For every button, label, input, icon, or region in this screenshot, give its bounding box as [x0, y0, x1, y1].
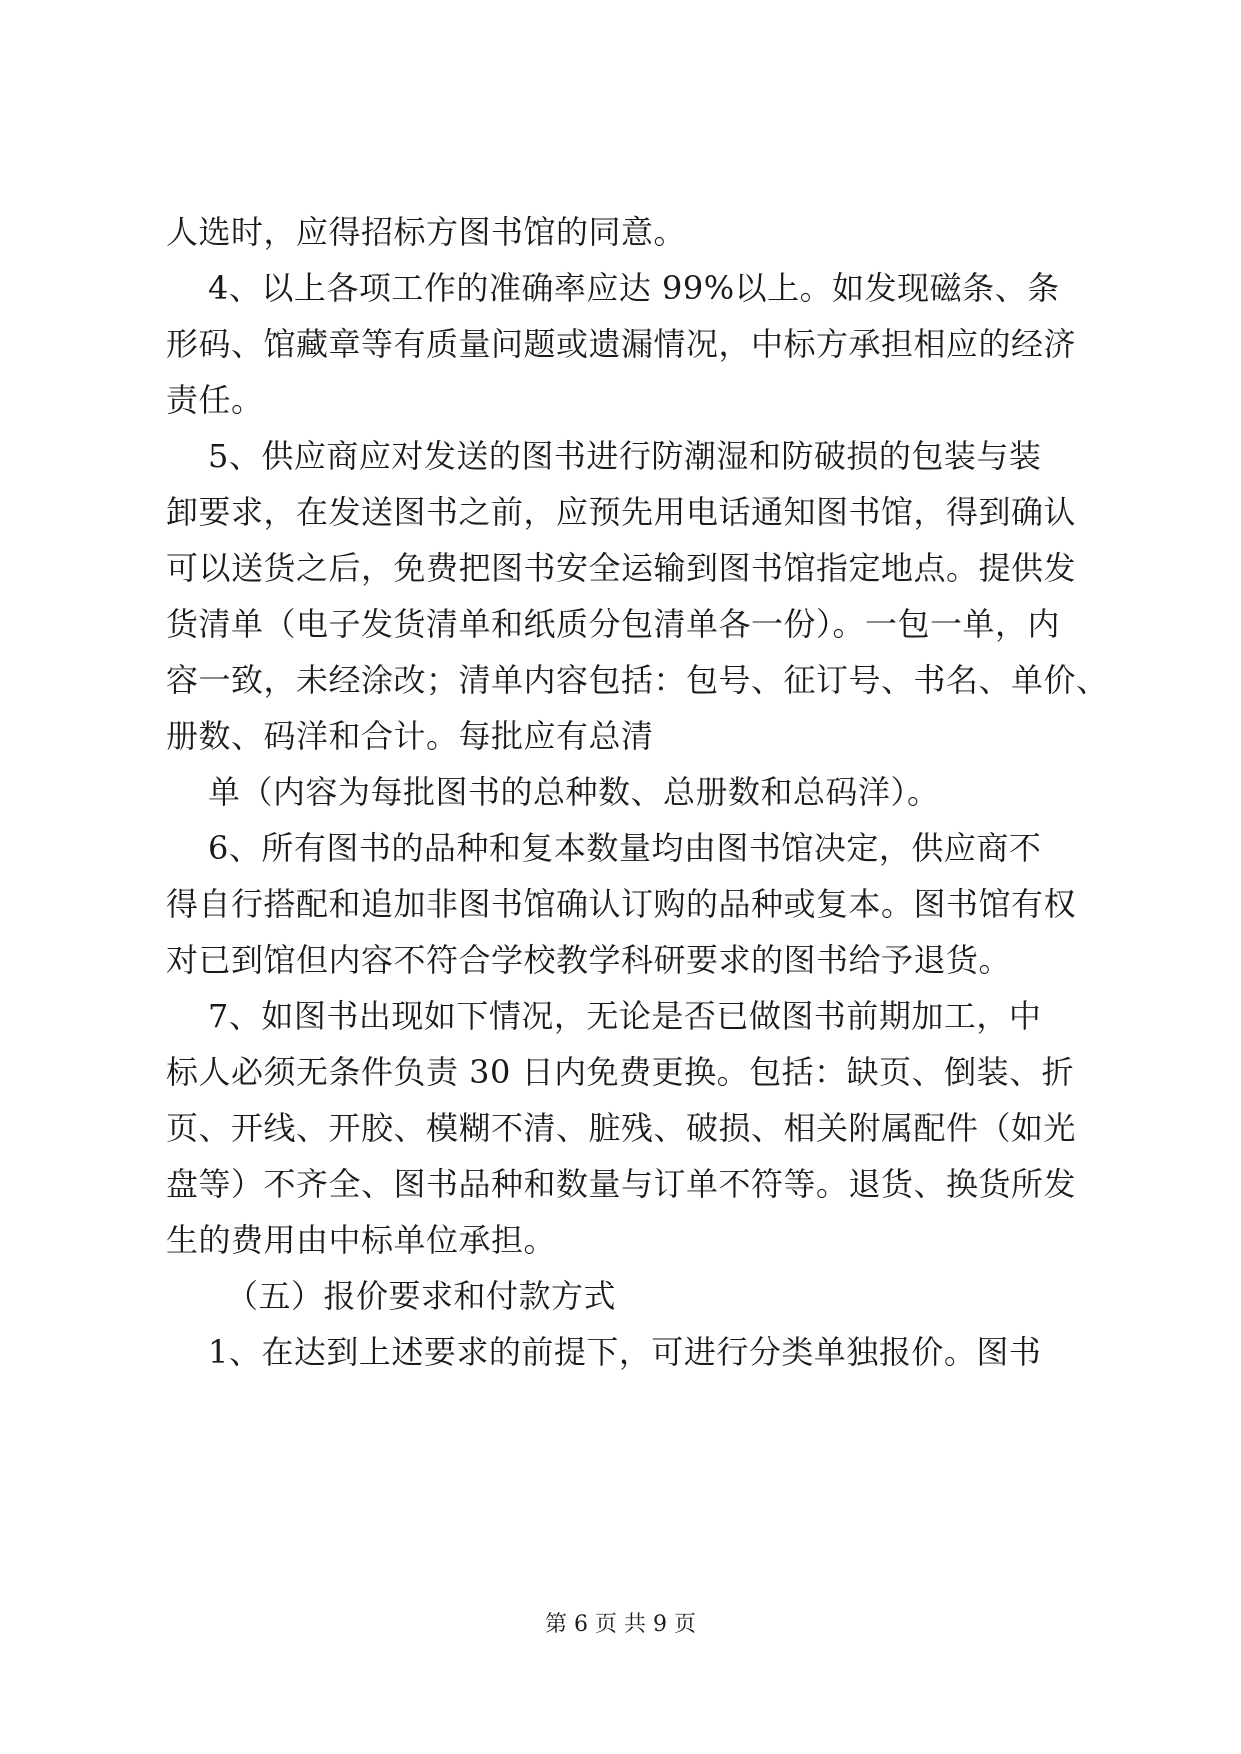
text-line: 6、所有图书的品种和复本数量均由图书馆决定，供应商不	[208, 829, 1042, 867]
text-line: 7、如图书出现如下情况，无论是否已做图书前期加工，中	[208, 997, 1042, 1035]
text-line: 盘等）不齐全、图书品种和数量与订单不符等。退货、换货所发	[166, 1165, 1077, 1203]
text-line: 可以送货之后，免费把图书安全运输到图书馆指定地点。提供发	[166, 549, 1077, 587]
text-line: 对已到馆但内容不符合学校教学科研要求的图书给予退货。	[166, 941, 1012, 979]
text-line: 人选时，应得招标方图书馆的同意。	[166, 213, 687, 251]
text-line: 5、供应商应对发送的图书进行防潮湿和防破损的包装与装	[208, 437, 1042, 475]
text-line: 货清单（电子发货清单和纸质分包清单各一份）。一包一单，内	[166, 605, 1061, 643]
text-line: 容一致，未经涂改；清单内容包括：包号、征订号、书名、单价、	[166, 661, 1109, 699]
text-line: 责任。	[166, 381, 264, 419]
text-line: 页、开线、开胶、模糊不清、脏残、破损、相关附属配件（如光	[166, 1109, 1077, 1147]
text-line: 册数、码洋和合计。每批应有总清	[166, 717, 654, 755]
text-line: 生的费用由中标单位承担。	[166, 1221, 557, 1259]
text-line: 得自行搭配和追加非图书馆确认订购的品种或复本。图书馆有权	[166, 885, 1077, 923]
text-line: 4、以上各项工作的准确率应达 99%以上。如发现磁条、条	[208, 269, 1060, 307]
section-heading: （五）报价要求和付款方式	[226, 1277, 617, 1315]
page-number-footer: 第 6 页 共 9 页	[545, 1612, 696, 1637]
text-line: 卸要求，在发送图书之前，应预先用电话通知图书馆，得到确认	[166, 493, 1077, 531]
text-line: 标人必须无条件负责 30 日内免费更换。包括：缺页、倒装、折	[166, 1053, 1075, 1091]
text-line: 1、在达到上述要求的前提下，可进行分类单独报价。图书	[208, 1333, 1042, 1371]
text-line: 单（内容为每批图书的总种数、总册数和总码洋）。	[208, 773, 940, 811]
text-line: 形码、馆藏章等有质量问题或遗漏情况，中标方承担相应的经济	[166, 325, 1077, 363]
